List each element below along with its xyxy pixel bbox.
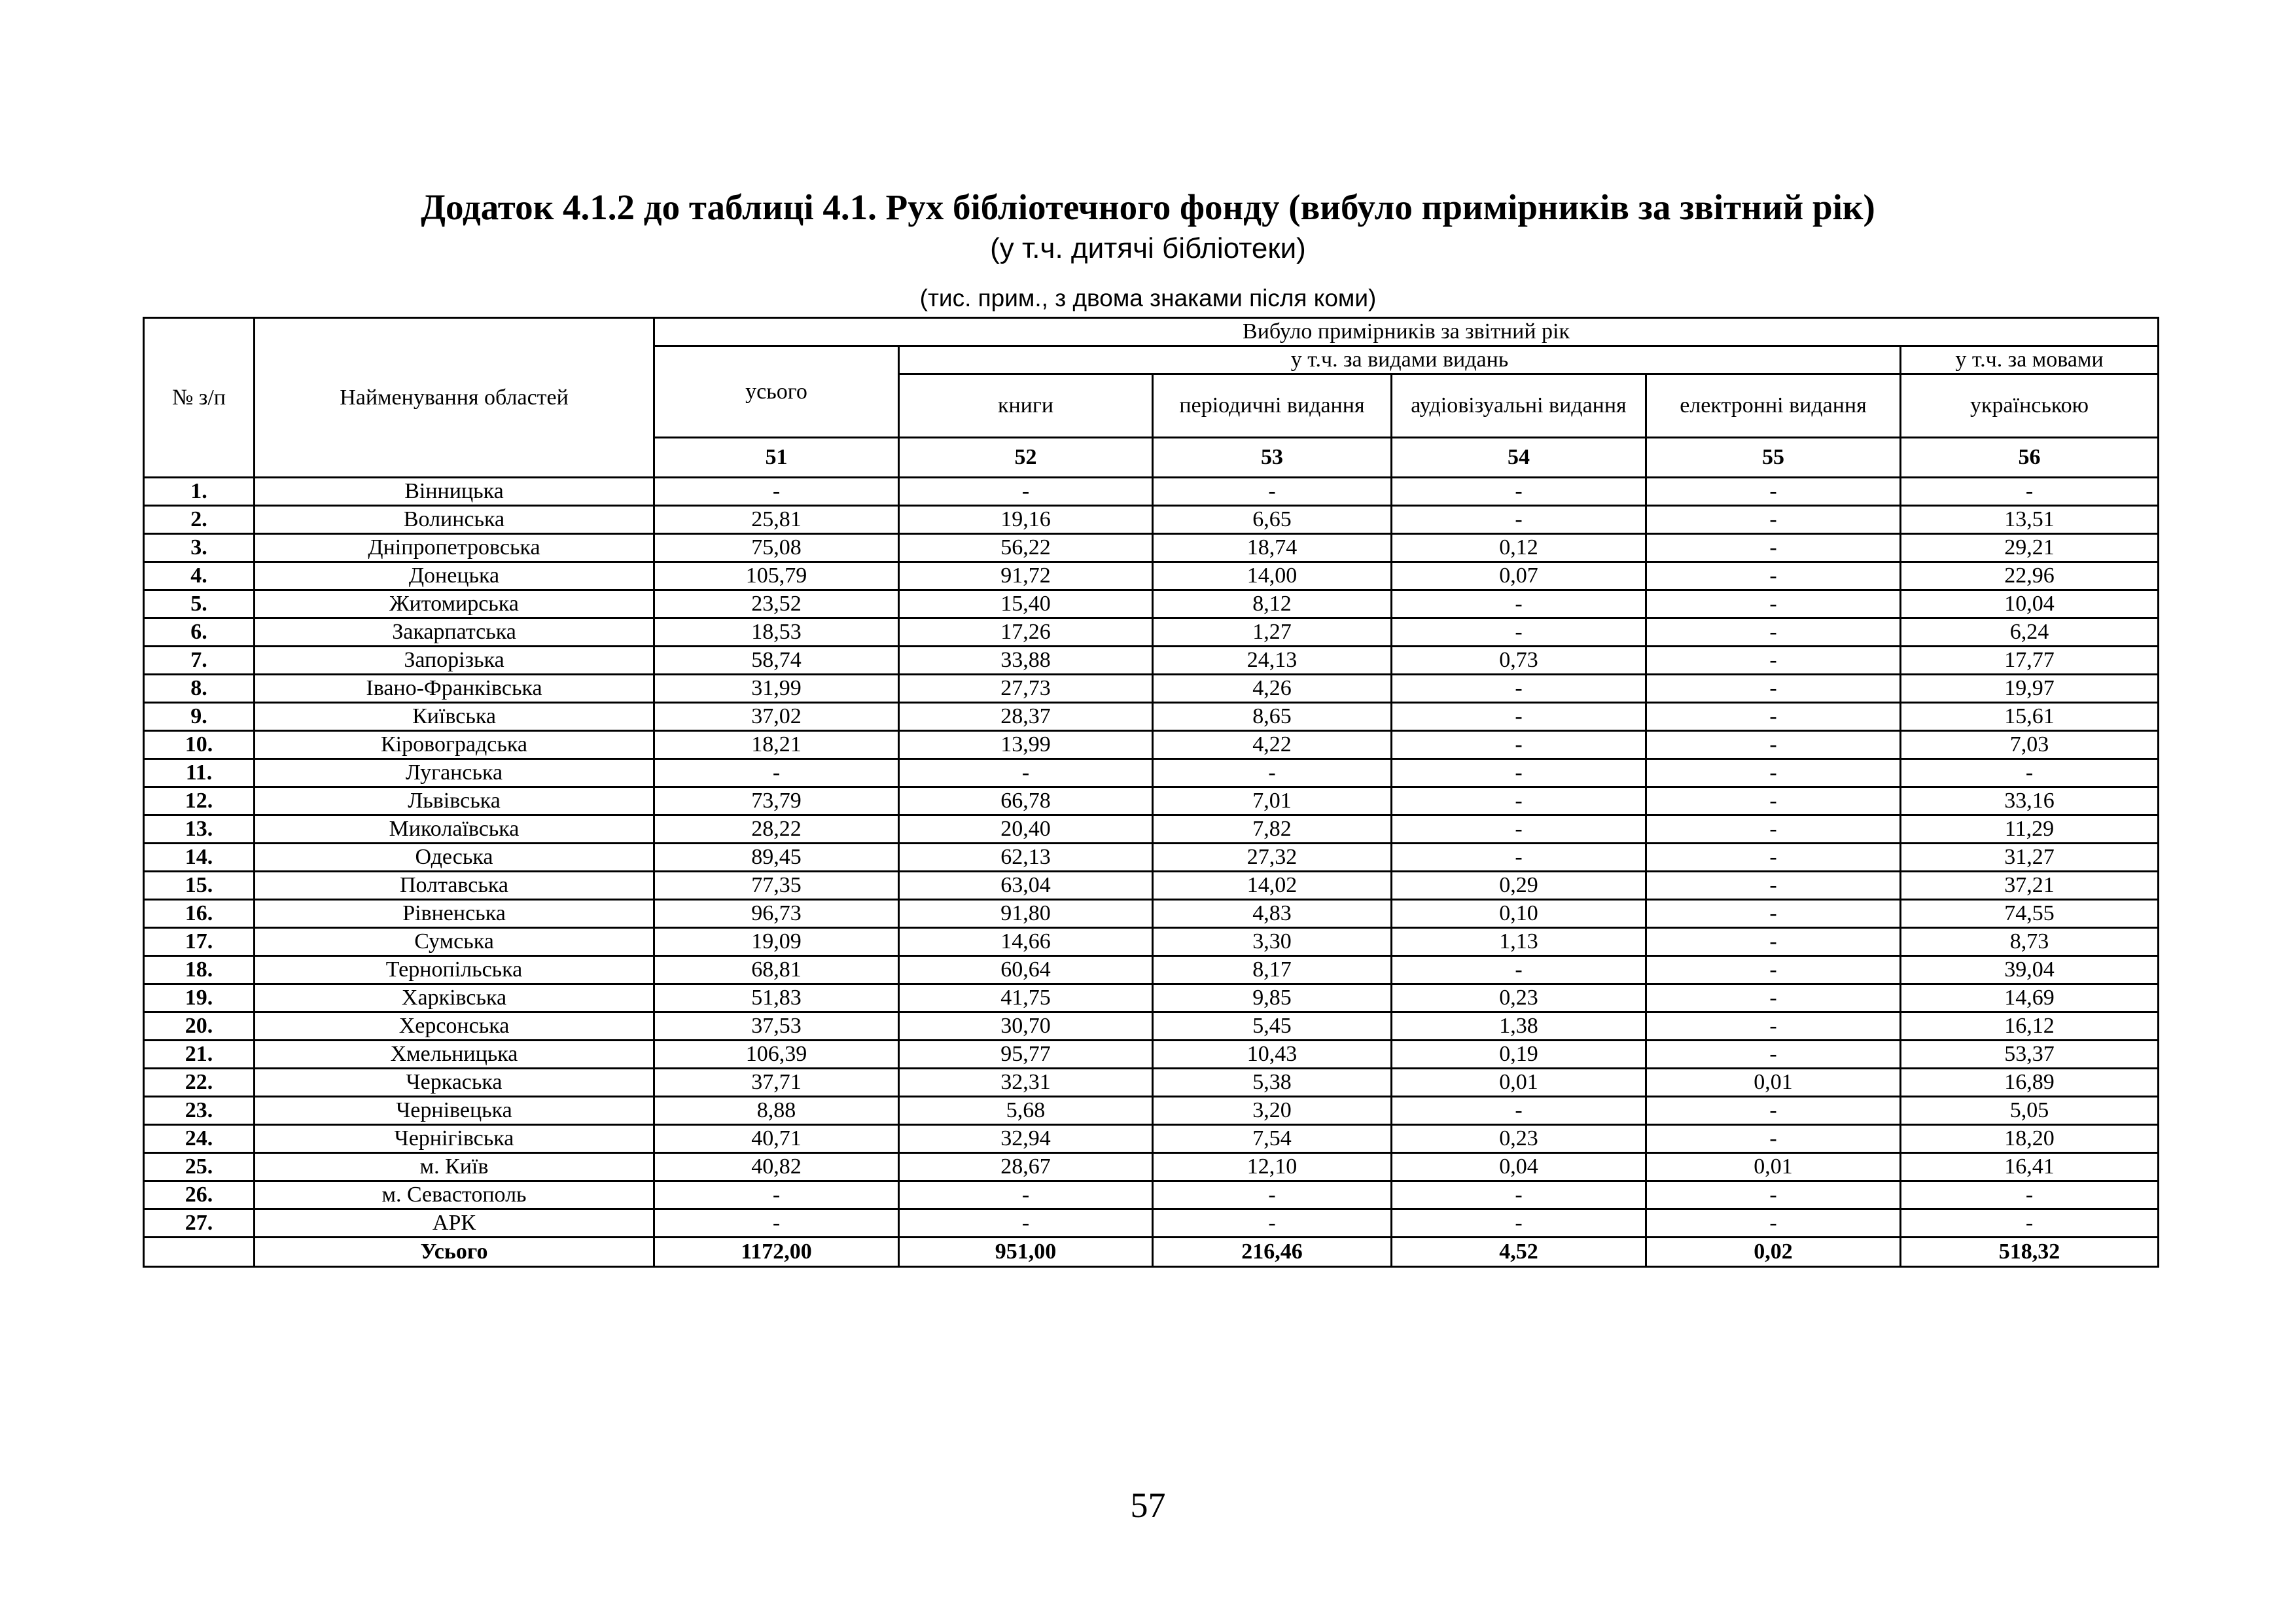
col-number: 51 xyxy=(654,438,899,478)
table-row xyxy=(144,534,2159,562)
total-cell: 23,52 xyxy=(654,590,899,618)
region-name: Івано-Франківська xyxy=(255,675,654,703)
periodicals-cell: 8,65 xyxy=(1153,703,1392,731)
periodicals-cell: - xyxy=(1153,1209,1392,1238)
region-name: Тернопільська xyxy=(255,956,654,984)
total-cell: 58,74 xyxy=(654,647,899,675)
row-number: 22. xyxy=(144,1069,255,1097)
periodicals-cell: 3,20 xyxy=(1153,1097,1392,1125)
col-number: 55 xyxy=(1646,438,1901,478)
region-name: Чернігівська xyxy=(255,1125,654,1153)
total-cell: 31,99 xyxy=(654,675,899,703)
periodicals-cell: 24,13 xyxy=(1153,647,1392,675)
books-cell: 17,26 xyxy=(899,618,1153,647)
region-name: м. Київ xyxy=(255,1153,654,1181)
row-number: 6. xyxy=(144,618,255,647)
table-row xyxy=(144,984,2159,1012)
periodicals-cell: 4,26 xyxy=(1153,675,1392,703)
audiovisual-cell: - xyxy=(1392,759,1646,787)
electronic-cell: - xyxy=(1646,506,1901,534)
row-number: 24. xyxy=(144,1125,255,1153)
books-cell: 20,40 xyxy=(899,815,1153,844)
books-cell: 91,80 xyxy=(899,900,1153,928)
electronic-cell: - xyxy=(1646,1209,1901,1238)
table-row xyxy=(144,872,2159,900)
ukrainian-cell: 16,41 xyxy=(1901,1153,2159,1181)
electronic-cell: - xyxy=(1646,647,1901,675)
ukrainian-cell: 31,27 xyxy=(1901,844,2159,872)
row-number: 15. xyxy=(144,872,255,900)
audiovisual-cell: - xyxy=(1392,506,1646,534)
audiovisual-cell: 0,12 xyxy=(1392,534,1646,562)
audiovisual-cell: 1,38 xyxy=(1392,1012,1646,1041)
books-cell: 30,70 xyxy=(899,1012,1153,1041)
col-number: 56 xyxy=(1901,438,2159,478)
total-cell: 18,21 xyxy=(654,731,899,759)
ukrainian-cell: - xyxy=(1901,1209,2159,1238)
total-cell: - xyxy=(654,759,899,787)
table-row xyxy=(144,647,2159,675)
ukrainian-cell: 17,77 xyxy=(1901,647,2159,675)
row-number: 10. xyxy=(144,731,255,759)
ukrainian-cell: 18,20 xyxy=(1901,1125,2159,1153)
total-audiovisual-cell: 4,52 xyxy=(1392,1238,1646,1267)
periodicals-cell: - xyxy=(1153,478,1392,506)
audiovisual-cell: 0,23 xyxy=(1392,1125,1646,1153)
electronic-cell: - xyxy=(1646,534,1901,562)
total-cell: 96,73 xyxy=(654,900,899,928)
books-cell: - xyxy=(899,1181,1153,1209)
electronic-cell: - xyxy=(1646,844,1901,872)
total-cell: 51,83 xyxy=(654,984,899,1012)
header-total: усього xyxy=(654,346,899,438)
periodicals-cell: 27,32 xyxy=(1153,844,1392,872)
audiovisual-cell: - xyxy=(1392,1209,1646,1238)
electronic-cell: - xyxy=(1646,675,1901,703)
ukrainian-cell: 6,24 xyxy=(1901,618,2159,647)
region-name: Закарпатська xyxy=(255,618,654,647)
table-row xyxy=(144,703,2159,731)
books-cell: 32,31 xyxy=(899,1069,1153,1097)
audiovisual-cell: - xyxy=(1392,787,1646,815)
page-subtitle: (у т.ч. дитячі бібліотеки) xyxy=(990,232,1306,264)
ukrainian-cell: 15,61 xyxy=(1901,703,2159,731)
table-row xyxy=(144,787,2159,815)
total-cell: 19,09 xyxy=(654,928,899,956)
header-books: книги xyxy=(899,374,1153,438)
row-number: 9. xyxy=(144,703,255,731)
header-name: Найменування областей xyxy=(255,318,654,478)
table-row xyxy=(144,506,2159,534)
periodicals-cell: 3,30 xyxy=(1153,928,1392,956)
region-name: Харківська xyxy=(255,984,654,1012)
total-cell: - xyxy=(654,1209,899,1238)
periodicals-cell: 7,54 xyxy=(1153,1125,1392,1153)
books-cell: 13,99 xyxy=(899,731,1153,759)
table-row xyxy=(144,1012,2159,1041)
periodicals-cell: 6,65 xyxy=(1153,506,1392,534)
audiovisual-cell: - xyxy=(1392,478,1646,506)
books-cell: 5,68 xyxy=(899,1097,1153,1125)
table-row xyxy=(144,1153,2159,1181)
electronic-cell: - xyxy=(1646,731,1901,759)
periodicals-cell: 8,12 xyxy=(1153,590,1392,618)
table-row xyxy=(144,928,2159,956)
periodicals-cell: - xyxy=(1153,1181,1392,1209)
ukrainian-cell: - xyxy=(1901,759,2159,787)
table-row xyxy=(144,562,2159,590)
books-cell: 19,16 xyxy=(899,506,1153,534)
region-name: Чернівецька xyxy=(255,1097,654,1125)
region-name: Полтавська xyxy=(255,872,654,900)
total-cell: 89,45 xyxy=(654,844,899,872)
electronic-cell: - xyxy=(1646,872,1901,900)
total-periodicals-cell: 216,46 xyxy=(1153,1238,1392,1267)
books-cell: 41,75 xyxy=(899,984,1153,1012)
electronic-cell: - xyxy=(1646,815,1901,844)
audiovisual-cell: 0,19 xyxy=(1392,1041,1646,1069)
col-number: 52 xyxy=(899,438,1153,478)
total-ukrainian-cell: 518,32 xyxy=(1901,1238,2159,1267)
audiovisual-cell: 1,13 xyxy=(1392,928,1646,956)
row-number: 25. xyxy=(144,1153,255,1181)
region-name: Сумська xyxy=(255,928,654,956)
col-number: 53 xyxy=(1153,438,1392,478)
col-number: 54 xyxy=(1392,438,1646,478)
total-cell: 28,22 xyxy=(654,815,899,844)
books-cell: 66,78 xyxy=(899,787,1153,815)
header-periodicals: періодичні видання xyxy=(1153,374,1392,438)
table-row xyxy=(144,844,2159,872)
audiovisual-cell: 0,01 xyxy=(1392,1069,1646,1097)
row-number: 11. xyxy=(144,759,255,787)
header-by-type: у т.ч. за видами видань xyxy=(899,346,1901,374)
books-cell: 15,40 xyxy=(899,590,1153,618)
table-row xyxy=(144,1069,2159,1097)
periodicals-cell: 12,10 xyxy=(1153,1153,1392,1181)
ukrainian-cell: 10,04 xyxy=(1901,590,2159,618)
header-ukrainian: українською xyxy=(1901,374,2159,438)
total-cell: 40,71 xyxy=(654,1125,899,1153)
books-cell: 28,67 xyxy=(899,1153,1153,1181)
audiovisual-cell: - xyxy=(1392,618,1646,647)
row-number: 13. xyxy=(144,815,255,844)
row-number: 14. xyxy=(144,844,255,872)
electronic-cell: - xyxy=(1646,1012,1901,1041)
region-name: Київська xyxy=(255,703,654,731)
periodicals-cell: 7,82 xyxy=(1153,815,1392,844)
total-cell: 37,02 xyxy=(654,703,899,731)
row-number: 17. xyxy=(144,928,255,956)
region-name: Житомирська xyxy=(255,590,654,618)
ukrainian-cell: 22,96 xyxy=(1901,562,2159,590)
electronic-cell: - xyxy=(1646,984,1901,1012)
books-cell: 33,88 xyxy=(899,647,1153,675)
total-row-number xyxy=(144,1238,255,1267)
withdrawal-table xyxy=(143,317,2159,1268)
row-number: 3. xyxy=(144,534,255,562)
periodicals-cell: 5,45 xyxy=(1153,1012,1392,1041)
audiovisual-cell: - xyxy=(1392,1097,1646,1125)
total-cell: 18,53 xyxy=(654,618,899,647)
region-name: Рівненська xyxy=(255,900,654,928)
electronic-cell: - xyxy=(1646,1125,1901,1153)
ukrainian-cell: 8,73 xyxy=(1901,928,2159,956)
ukrainian-cell: 5,05 xyxy=(1901,1097,2159,1125)
table-row xyxy=(144,900,2159,928)
ukrainian-cell: 16,89 xyxy=(1901,1069,2159,1097)
ukrainian-cell: 19,97 xyxy=(1901,675,2159,703)
table-row xyxy=(144,590,2159,618)
table-row xyxy=(144,956,2159,984)
electronic-cell: - xyxy=(1646,900,1901,928)
row-number: 1. xyxy=(144,478,255,506)
region-name: Миколаївська xyxy=(255,815,654,844)
audiovisual-cell: - xyxy=(1392,844,1646,872)
audiovisual-cell: - xyxy=(1392,731,1646,759)
periodicals-cell: - xyxy=(1153,759,1392,787)
row-number: 7. xyxy=(144,647,255,675)
table-row xyxy=(144,1125,2159,1153)
table-row xyxy=(144,1041,2159,1069)
audiovisual-cell: - xyxy=(1392,1181,1646,1209)
region-name: Дніпропетровська xyxy=(255,534,654,562)
electronic-cell: - xyxy=(1646,703,1901,731)
total-cell: 40,82 xyxy=(654,1153,899,1181)
audiovisual-cell: 0,29 xyxy=(1392,872,1646,900)
electronic-cell: - xyxy=(1646,1097,1901,1125)
electronic-cell: - xyxy=(1646,759,1901,787)
periodicals-cell: 7,01 xyxy=(1153,787,1392,815)
periodicals-cell: 9,85 xyxy=(1153,984,1392,1012)
audiovisual-cell: 0,04 xyxy=(1392,1153,1646,1181)
ukrainian-cell: 29,21 xyxy=(1901,534,2159,562)
row-number: 12. xyxy=(144,787,255,815)
ukrainian-cell: 33,16 xyxy=(1901,787,2159,815)
electronic-cell: - xyxy=(1646,562,1901,590)
periodicals-cell: 4,83 xyxy=(1153,900,1392,928)
ukrainian-cell: 37,21 xyxy=(1901,872,2159,900)
total-cell: 68,81 xyxy=(654,956,899,984)
region-name: Хмельницька xyxy=(255,1041,654,1069)
books-cell: 60,64 xyxy=(899,956,1153,984)
total-cell: 106,39 xyxy=(654,1041,899,1069)
ukrainian-cell: 14,69 xyxy=(1901,984,2159,1012)
periodicals-cell: 1,27 xyxy=(1153,618,1392,647)
region-name: Запорізька xyxy=(255,647,654,675)
header-num: № з/п xyxy=(144,318,255,478)
books-cell: 63,04 xyxy=(899,872,1153,900)
audiovisual-cell: - xyxy=(1392,590,1646,618)
audiovisual-cell: - xyxy=(1392,703,1646,731)
total-cell: 37,71 xyxy=(654,1069,899,1097)
total-cell: 37,53 xyxy=(654,1012,899,1041)
periodicals-cell: 8,17 xyxy=(1153,956,1392,984)
table-row xyxy=(144,1097,2159,1125)
table-row xyxy=(144,731,2159,759)
table-row xyxy=(144,759,2159,787)
table-row xyxy=(144,815,2159,844)
audiovisual-cell: - xyxy=(1392,675,1646,703)
electronic-cell: 0,01 xyxy=(1646,1069,1901,1097)
books-cell: 27,73 xyxy=(899,675,1153,703)
books-cell: 62,13 xyxy=(899,844,1153,872)
books-cell: - xyxy=(899,1209,1153,1238)
region-name: Луганська xyxy=(255,759,654,787)
table-row xyxy=(144,478,2159,506)
row-number: 5. xyxy=(144,590,255,618)
totals-row xyxy=(144,1238,2159,1267)
row-number: 18. xyxy=(144,956,255,984)
periodicals-cell: 5,38 xyxy=(1153,1069,1392,1097)
row-number: 4. xyxy=(144,562,255,590)
total-books-cell: 951,00 xyxy=(899,1238,1153,1267)
total-cell: 75,08 xyxy=(654,534,899,562)
region-name: Львівська xyxy=(255,787,654,815)
audiovisual-cell: - xyxy=(1392,956,1646,984)
periodicals-cell: 10,43 xyxy=(1153,1041,1392,1069)
ukrainian-cell: 53,37 xyxy=(1901,1041,2159,1069)
row-number: 8. xyxy=(144,675,255,703)
row-number: 27. xyxy=(144,1209,255,1238)
audiovisual-cell: 0,23 xyxy=(1392,984,1646,1012)
electronic-cell: - xyxy=(1646,928,1901,956)
books-cell: 28,37 xyxy=(899,703,1153,731)
region-name: Одеська xyxy=(255,844,654,872)
total-cell: 105,79 xyxy=(654,562,899,590)
periodicals-cell: 14,00 xyxy=(1153,562,1392,590)
ukrainian-cell: - xyxy=(1901,478,2159,506)
electronic-cell: - xyxy=(1646,478,1901,506)
total-cell: - xyxy=(654,1181,899,1209)
ukrainian-cell: 13,51 xyxy=(1901,506,2159,534)
region-name: Херсонська xyxy=(255,1012,654,1041)
electronic-cell: 0,01 xyxy=(1646,1153,1901,1181)
region-name: Черкаська xyxy=(255,1069,654,1097)
books-cell: - xyxy=(899,478,1153,506)
page-number: 57 xyxy=(1130,1486,1166,1525)
periodicals-cell: 4,22 xyxy=(1153,731,1392,759)
audiovisual-cell: 0,73 xyxy=(1392,647,1646,675)
header-withdrawn: Вибуло примірників за звітний рік xyxy=(654,318,2159,346)
audiovisual-cell: - xyxy=(1392,815,1646,844)
row-number: 21. xyxy=(144,1041,255,1069)
region-name: Донецька xyxy=(255,562,654,590)
total-total-cell: 1172,00 xyxy=(654,1238,899,1267)
periodicals-cell: 18,74 xyxy=(1153,534,1392,562)
row-number: 16. xyxy=(144,900,255,928)
audiovisual-cell: 0,07 xyxy=(1392,562,1646,590)
ukrainian-cell: 39,04 xyxy=(1901,956,2159,984)
region-name: м. Севастополь xyxy=(255,1181,654,1209)
books-cell: - xyxy=(899,759,1153,787)
electronic-cell: - xyxy=(1646,787,1901,815)
books-cell: 32,94 xyxy=(899,1125,1153,1153)
total-cell: - xyxy=(654,478,899,506)
ukrainian-cell: 11,29 xyxy=(1901,815,2159,844)
total-cell: 73,79 xyxy=(654,787,899,815)
table-row xyxy=(144,675,2159,703)
region-name: АРК xyxy=(255,1209,654,1238)
units-note: (тис. прим., з двома знаками після коми) xyxy=(919,285,1377,312)
row-number: 2. xyxy=(144,506,255,534)
electronic-cell: - xyxy=(1646,1181,1901,1209)
header-by-language: у т.ч. за мовами xyxy=(1901,346,2159,374)
total-cell: 8,88 xyxy=(654,1097,899,1125)
header-audiovisual: аудіовізуальні видання xyxy=(1392,374,1646,438)
page-title: Додаток 4.1.2 до таблиці 4.1. Рух бібліотечного фонду (вибуло примірників за звітний рік) xyxy=(421,187,1875,227)
ukrainian-cell: 74,55 xyxy=(1901,900,2159,928)
header-electronic: електронні видання xyxy=(1646,374,1901,438)
ukrainian-cell: - xyxy=(1901,1181,2159,1209)
total-electronic-cell: 0,02 xyxy=(1646,1238,1901,1267)
row-number: 26. xyxy=(144,1181,255,1209)
total-cell: 25,81 xyxy=(654,506,899,534)
table-row xyxy=(144,1181,2159,1209)
books-cell: 56,22 xyxy=(899,534,1153,562)
table-row xyxy=(144,1209,2159,1238)
region-name: Кіровоградська xyxy=(255,731,654,759)
books-cell: 95,77 xyxy=(899,1041,1153,1069)
ukrainian-cell: 16,12 xyxy=(1901,1012,2159,1041)
periodicals-cell: 14,02 xyxy=(1153,872,1392,900)
table-row xyxy=(144,618,2159,647)
books-cell: 14,66 xyxy=(899,928,1153,956)
region-name: Волинська xyxy=(255,506,654,534)
row-number: 20. xyxy=(144,1012,255,1041)
books-cell: 91,72 xyxy=(899,562,1153,590)
electronic-cell: - xyxy=(1646,618,1901,647)
total-cell: 77,35 xyxy=(654,872,899,900)
audiovisual-cell: 0,10 xyxy=(1392,900,1646,928)
electronic-cell: - xyxy=(1646,590,1901,618)
total-region-name: Усього xyxy=(255,1238,654,1267)
ukrainian-cell: 7,03 xyxy=(1901,731,2159,759)
row-number: 19. xyxy=(144,984,255,1012)
row-number: 23. xyxy=(144,1097,255,1125)
region-name: Вінницька xyxy=(255,478,654,506)
electronic-cell: - xyxy=(1646,1041,1901,1069)
electronic-cell: - xyxy=(1646,956,1901,984)
